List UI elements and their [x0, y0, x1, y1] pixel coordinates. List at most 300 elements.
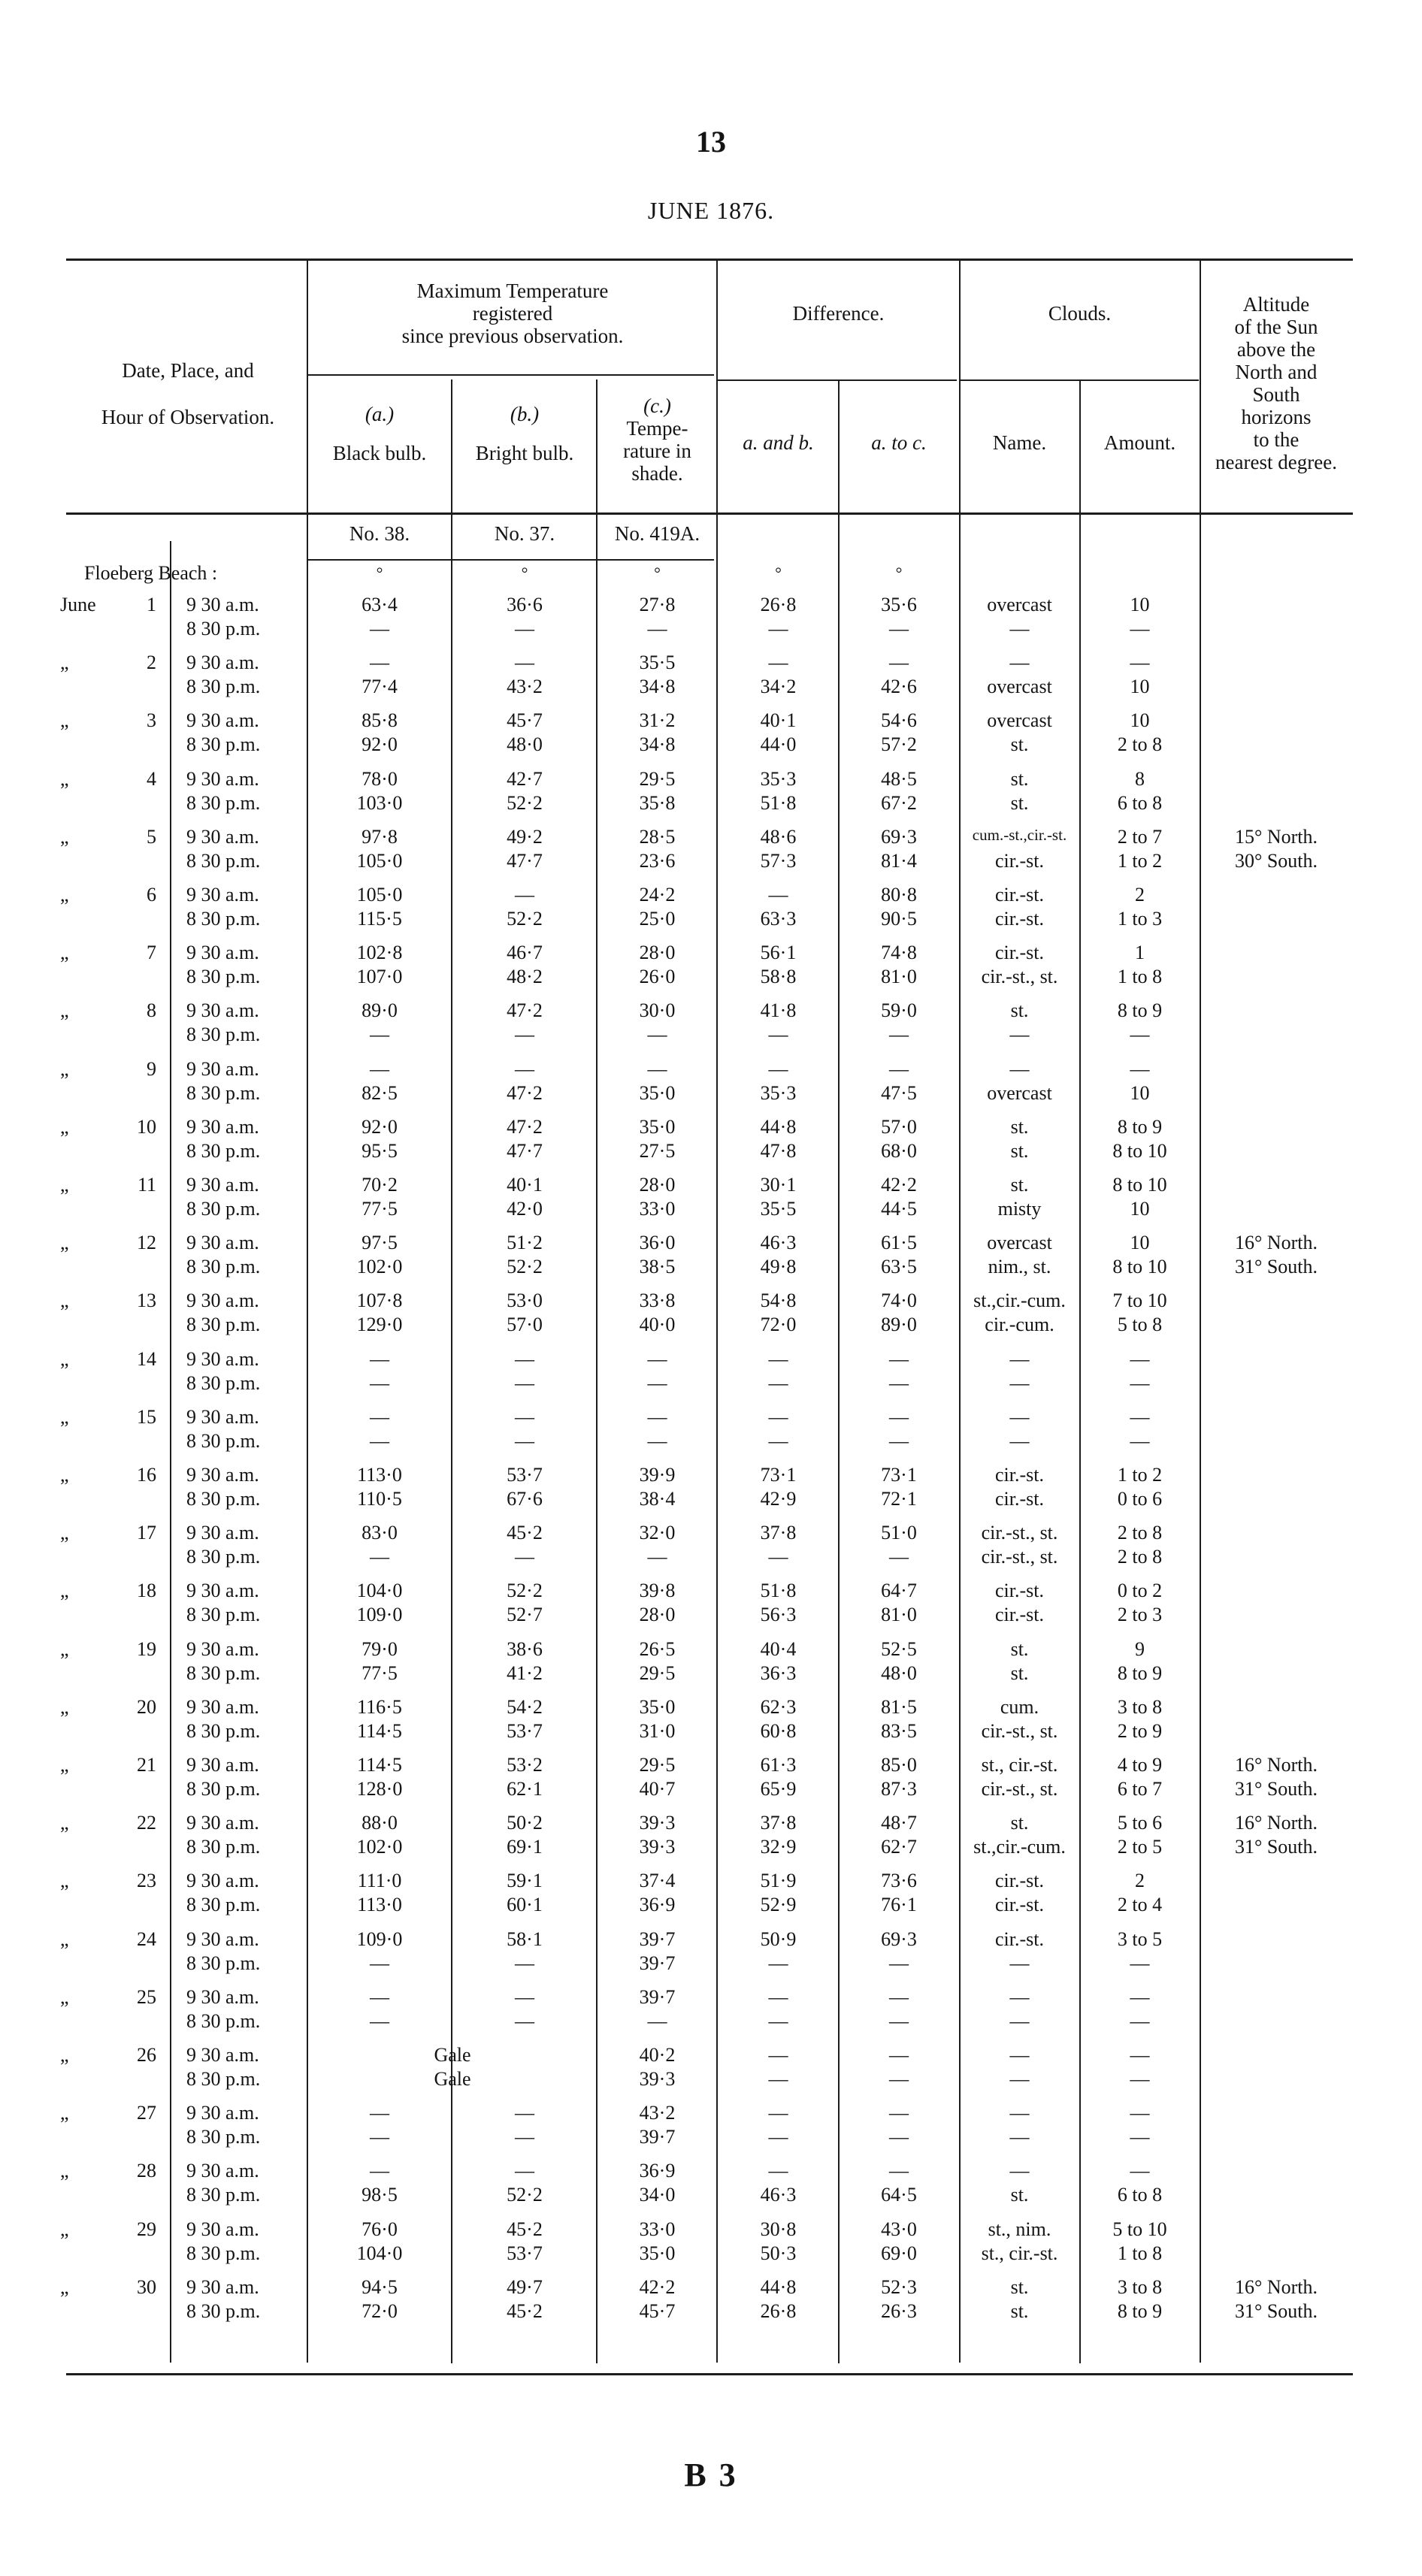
table-cell: — — [889, 1371, 909, 1394]
table-cell: — — [370, 1371, 389, 1394]
vline-time — [170, 541, 171, 2363]
table-cell: 69·1 — [507, 1836, 543, 1858]
table-cell: 94·5 — [362, 2275, 398, 2298]
table-cell: 85·8 — [362, 709, 398, 732]
table-cell: — — [1130, 2160, 1150, 2182]
table-cell: st. — [1010, 2184, 1029, 2206]
table-cell: — — [1009, 1952, 1030, 1974]
table-cell: st. — [1010, 999, 1029, 1022]
table-cell: st. — [1010, 1661, 1029, 1684]
table-cell: — — [515, 1023, 534, 1046]
table-cell: — — [515, 2126, 534, 2148]
table-cell: 35·5 — [760, 1198, 797, 1220]
table-cell: st. — [1010, 2275, 1029, 2298]
table-cell: 46·3 — [760, 2184, 797, 2206]
table-cell: 59·1 — [507, 1870, 543, 1892]
time-label: 8 30 p.m. — [186, 1429, 261, 1452]
table-cell: 110·5 — [357, 1488, 402, 1510]
table-cell: 89·0 — [362, 999, 398, 1022]
time-label: 9 30 a.m. — [186, 1985, 259, 2008]
table-cell: 57·0 — [881, 1115, 917, 1138]
table-cell: 97·8 — [362, 825, 398, 848]
table-cell: 57·0 — [507, 1314, 543, 1336]
max-temp-header-line: registered — [472, 302, 553, 325]
table-cell: 35·5 — [639, 652, 676, 674]
table-cell: cir.-st., st. — [981, 966, 1058, 988]
table-cell: 6 to 8 — [1117, 791, 1163, 814]
table-cell: 30·1 — [760, 1174, 797, 1196]
date-place-header-line: Hour of Observation. — [101, 406, 275, 428]
table-cell: — — [1009, 1371, 1030, 1394]
table-cell: nim., st. — [988, 1256, 1051, 1278]
table-cell: — — [889, 2160, 909, 2182]
table-cell: 54·2 — [507, 1695, 543, 1718]
col-c-header-line: Tempe- — [626, 417, 688, 440]
table-cell: cum. — [1000, 1695, 1039, 1718]
table-cell: 47·2 — [507, 1115, 543, 1138]
time-label: 9 30 a.m. — [186, 1232, 259, 1254]
table-cell: cir.-st. — [995, 849, 1044, 872]
table-cell: 104·0 — [356, 1580, 403, 1602]
table-cell: cir.-st. — [995, 942, 1044, 964]
table-cell: 2 — [1135, 1870, 1145, 1892]
table-cell: 46·7 — [507, 942, 543, 964]
time-label: 8 30 p.m. — [186, 2242, 261, 2264]
table-cell: 37·8 — [760, 1522, 797, 1544]
table-cell: 61·5 — [881, 1232, 917, 1254]
table-cell: 34·8 — [639, 733, 676, 756]
table-cell: 73·6 — [881, 1870, 917, 1892]
table-cell: cir.-cum. — [985, 1314, 1054, 1336]
table-cell: 38·6 — [507, 1637, 543, 1660]
table-cell: 50·9 — [760, 1927, 797, 1950]
time-label: 9 30 a.m. — [186, 2275, 259, 2298]
col-b-header-line: (b.) — [510, 403, 540, 425]
table-cell: 8 to 9 — [1117, 999, 1163, 1022]
day-month-label: „ — [60, 1405, 69, 1428]
table-cell: st. — [1010, 767, 1029, 790]
table-cell: 62·3 — [760, 1695, 797, 1718]
table-cell: 72·0 — [760, 1314, 797, 1336]
table-cell: — — [1009, 1985, 1030, 2008]
altitude-value: 16° North. — [1234, 2275, 1318, 2298]
table-cell: st. — [1010, 1637, 1029, 1660]
table-cell: 53·0 — [507, 1290, 543, 1312]
table-cell: — — [370, 1023, 389, 1046]
table-cell: — — [1009, 2102, 1030, 2124]
altitude-header-line: nearest degree. — [1215, 451, 1337, 473]
time-label: 8 30 p.m. — [186, 1604, 261, 1626]
table-cell: 52·7 — [507, 1604, 543, 1626]
col-a-header-line: (a.) — [365, 403, 395, 425]
table-cell: 102·0 — [356, 1836, 403, 1858]
date-place-header — [71, 347, 304, 440]
time-label: 8 30 p.m. — [186, 676, 261, 698]
table-cell: — — [768, 1952, 788, 1974]
table-cell: — — [1130, 2068, 1150, 2090]
table-cell: 2 to 7 — [1117, 825, 1163, 848]
table-cell: 116·5 — [357, 1695, 402, 1718]
table-cell: 40·7 — [639, 1778, 676, 1800]
table-cell: 2 to 3 — [1117, 1604, 1163, 1626]
day-month-label: „ — [60, 1057, 69, 1080]
table-cell: — — [370, 652, 389, 674]
table-cell: — — [889, 1057, 909, 1080]
table-cell: st. — [1010, 791, 1029, 814]
table-cell: 28·0 — [639, 1604, 676, 1626]
day-number: 26 — [137, 2044, 156, 2066]
day-number: 8 — [147, 999, 156, 1022]
degree-mark: ° — [376, 564, 383, 582]
table-cell: — — [1009, 1347, 1030, 1370]
day-number: 29 — [137, 2218, 156, 2240]
table-cell: — — [1130, 1023, 1150, 1046]
time-label: 8 30 p.m. — [186, 733, 261, 756]
table-cell: 35·6 — [881, 594, 917, 615]
time-label: 8 30 p.m. — [186, 1952, 261, 1974]
time-label: 9 30 a.m. — [186, 1115, 259, 1138]
table-cell: 36·6 — [507, 594, 543, 615]
table-cell: — — [370, 1347, 389, 1370]
col-b-header-line: Bright bulb. — [475, 442, 574, 464]
table-cell: st.,cir.-cum. — [973, 1290, 1066, 1312]
table-cell: 77·5 — [362, 1198, 398, 1220]
table-cell: 41·8 — [760, 999, 797, 1022]
altitude-value: 31° South. — [1234, 1778, 1318, 1800]
day-number: 11 — [137, 1174, 156, 1196]
table-cell: 44·0 — [760, 733, 797, 756]
table-cell: 65·9 — [760, 1778, 797, 1800]
table-cell: 10 — [1130, 1198, 1150, 1220]
time-label: 9 30 a.m. — [186, 2218, 259, 2240]
max-temp-header-line: since previous observation. — [401, 325, 624, 347]
altitude-header — [1201, 293, 1351, 473]
table-cell: 62·1 — [507, 1778, 543, 1800]
table-cell: — — [515, 1546, 534, 1568]
table-cell: — — [1009, 2068, 1030, 2090]
time-label: 8 30 p.m. — [186, 2068, 261, 2090]
time-label: 9 30 a.m. — [186, 1754, 259, 1776]
table-cell: 29·5 — [639, 767, 676, 790]
clouds-header: Clouds. — [1048, 302, 1112, 325]
time-label: 9 30 a.m. — [186, 1290, 259, 1312]
table-cell: — — [515, 1057, 534, 1080]
table-cell: — — [768, 1057, 788, 1080]
table-cell: st. — [1010, 1812, 1029, 1834]
table-cell: 44·8 — [760, 2275, 797, 2298]
time-label: 9 30 a.m. — [186, 652, 259, 674]
table-cell: 41·2 — [507, 1661, 543, 1684]
table-cell: 83·5 — [881, 1719, 917, 1742]
time-label: 9 30 a.m. — [186, 942, 259, 964]
table-cell: 9 — [1135, 1637, 1145, 1660]
table-cell: 57·3 — [760, 849, 797, 872]
degree-mark: ° — [654, 564, 661, 582]
table-cell: 39·9 — [639, 1464, 676, 1486]
time-label: 8 30 p.m. — [186, 791, 261, 814]
time-label: 9 30 a.m. — [186, 1580, 259, 1602]
footer-signature-mark: B 3 — [684, 2457, 738, 2493]
day-number: 10 — [137, 1115, 156, 1138]
table-cell: 34·2 — [760, 676, 797, 698]
day-month-label: „ — [60, 1985, 69, 2008]
table-cell: — — [1009, 1429, 1030, 1452]
col-c-header — [599, 395, 716, 485]
table-cell: 39·7 — [639, 1985, 676, 2008]
table-cell: — — [768, 1985, 788, 2008]
table-cell: 57·2 — [881, 733, 917, 756]
day-number: 2 — [147, 652, 156, 674]
day-number: 23 — [137, 1870, 156, 1892]
day-number: 22 — [137, 1812, 156, 1834]
table-cell: — — [768, 652, 788, 674]
table-cell: 114·5 — [357, 1719, 402, 1742]
time-label: 8 30 p.m. — [186, 1139, 261, 1162]
table-cell: 63·4 — [362, 594, 398, 615]
table-cell: 47·2 — [507, 999, 543, 1022]
table-cell: 42·2 — [881, 1174, 917, 1196]
cloud-name-header: Name. — [992, 431, 1047, 454]
table-cell: — — [515, 1429, 534, 1452]
table-cell: 27·5 — [639, 1139, 676, 1162]
table-cell: — — [515, 1952, 534, 1974]
table-cell: 51·2 — [507, 1232, 543, 1254]
table-cell: 8 to 10 — [1112, 1256, 1167, 1278]
table-cell: 64·5 — [881, 2184, 917, 2206]
day-number: 1 — [147, 594, 156, 615]
table-cell: — — [1130, 2102, 1150, 2124]
cloud-amount-header: Amount. — [1103, 431, 1176, 454]
vline-c — [716, 259, 718, 2363]
table-cell: 28·0 — [639, 1174, 676, 1196]
day-month-label: „ — [60, 1290, 69, 1312]
altitude-value: 31° South. — [1234, 2299, 1318, 2322]
table-cell: 81·5 — [881, 1695, 917, 1718]
table-cell: cir.-st. — [995, 1894, 1044, 1916]
table-cell: — — [1009, 1057, 1030, 1080]
table-cell: — — [647, 1429, 667, 1452]
table-cell: 48·0 — [881, 1661, 917, 1684]
day-number: 21 — [137, 1754, 156, 1776]
table-cell: 32·0 — [639, 1522, 676, 1544]
table-cell: — — [889, 2044, 909, 2066]
degree-mark: ° — [895, 564, 903, 582]
time-label: 9 30 a.m. — [186, 709, 259, 732]
table-cell: — — [1130, 618, 1150, 639]
table-cell: 5 to 8 — [1117, 1314, 1163, 1336]
table-cell: — — [1009, 2009, 1030, 2032]
day-month-label: „ — [60, 2275, 69, 2298]
table-cell: 58·8 — [760, 966, 797, 988]
table-cell: misty — [997, 1198, 1042, 1220]
table-cell: 111·0 — [357, 1870, 402, 1892]
altitude-value: 30° South. — [1234, 849, 1318, 872]
day-month-label: „ — [60, 709, 69, 732]
table-cell: 3 to 8 — [1117, 2275, 1163, 2298]
table-cell: 109·0 — [356, 1927, 403, 1950]
time-label: 8 30 p.m. — [186, 1778, 261, 1800]
altitude-value: 31° South. — [1234, 1256, 1318, 1278]
day-number: 12 — [137, 1232, 156, 1254]
table-bottom-rule — [66, 2373, 1353, 2375]
table-cell: 70·2 — [362, 1174, 398, 1196]
table-cell: 45·2 — [507, 1522, 543, 1544]
table-cell: 76·0 — [362, 2218, 398, 2240]
table-cell: — — [768, 884, 788, 906]
time-label: 9 30 a.m. — [186, 594, 259, 615]
table-cell: 10 — [1130, 709, 1150, 732]
table-cell: overcast — [987, 676, 1052, 698]
table-cell: — — [1130, 1057, 1150, 1080]
table-cell: 60·8 — [760, 1719, 797, 1742]
table-cell: 52·5 — [881, 1637, 917, 1660]
table-cell: 128·0 — [356, 1778, 403, 1800]
altitude-header-line: Altitude — [1242, 293, 1310, 316]
day-month-label: „ — [60, 2102, 69, 2124]
table-cell: 35·0 — [639, 1115, 676, 1138]
day-month-label: June — [60, 594, 96, 615]
table-cell: 42·6 — [881, 676, 917, 698]
table-cell: — — [515, 1405, 534, 1428]
table-cell: 5 to 6 — [1117, 1812, 1163, 1834]
table-cell: 32·9 — [760, 1836, 797, 1858]
time-label: 8 30 p.m. — [186, 849, 261, 872]
table-cell: — — [889, 1546, 909, 1568]
table-cell: — — [768, 2126, 788, 2148]
table-cell: 42·0 — [507, 1198, 543, 1220]
table-cell: 27·8 — [639, 594, 676, 615]
table-cell: 39·3 — [639, 1812, 676, 1834]
table-cell: 10 — [1130, 594, 1150, 615]
table-cell: 33·8 — [639, 1290, 676, 1312]
page-title: JUNE 1876. — [647, 197, 775, 224]
table-cell: — — [1009, 652, 1030, 674]
table-cell: 49·2 — [507, 825, 543, 848]
table-cell: 69·0 — [881, 2242, 917, 2264]
table-cell: 115·5 — [357, 908, 402, 930]
table-cell: 83·0 — [362, 1522, 398, 1544]
table-cell: 2 to 5 — [1117, 1836, 1163, 1858]
table-cell: — — [889, 2068, 909, 2090]
time-label: 9 30 a.m. — [186, 767, 259, 790]
table-cell: 53·7 — [507, 1719, 543, 1742]
table-cell: 1 to 8 — [1117, 966, 1163, 988]
table-cell: 4 to 9 — [1117, 1754, 1163, 1776]
day-month-label: „ — [60, 2218, 69, 2240]
table-cell: st., cir.-st. — [981, 1754, 1058, 1776]
table-cell: 79·0 — [362, 1637, 398, 1660]
table-cell: 40·1 — [760, 709, 797, 732]
difference-header: Difference. — [792, 302, 885, 325]
table-cell: 40·2 — [639, 2044, 676, 2066]
table-cell: 30·0 — [639, 999, 676, 1022]
table-cell: 50·2 — [507, 1812, 543, 1834]
day-number: 20 — [137, 1695, 156, 1718]
table-cell: — — [370, 1405, 389, 1428]
col-c-header-line: rature in — [623, 440, 691, 462]
table-cell: 73·1 — [760, 1464, 797, 1486]
instrument-c-label: No. 419A. — [614, 522, 700, 545]
time-label: 8 30 p.m. — [186, 1894, 261, 1916]
page-number: 13 — [696, 125, 726, 159]
table-cell: — — [370, 618, 389, 639]
table-cell: 88·0 — [362, 1812, 398, 1834]
time-label: 9 30 a.m. — [186, 1405, 259, 1428]
table-cell: 33·0 — [639, 2218, 676, 2240]
table-cell: 76·1 — [881, 1894, 917, 1916]
table-cell: — — [889, 1405, 909, 1428]
table-cell: 51·8 — [760, 1580, 797, 1602]
table-cell: 113·0 — [357, 1894, 402, 1916]
table-cell: — — [647, 2009, 667, 2032]
table-cell: 31·0 — [639, 1719, 676, 1742]
table-cell: 54·6 — [881, 709, 917, 732]
table-cell: 47·8 — [760, 1139, 797, 1162]
table-cell: 31·2 — [639, 709, 676, 732]
table-cell: 92·0 — [362, 1115, 398, 1138]
table-cell: 45·2 — [507, 2218, 543, 2240]
table-cell: — — [889, 1023, 909, 1046]
degree-mark: ° — [521, 564, 528, 582]
table-cell: 104·0 — [356, 2242, 403, 2264]
table-cell: 36·0 — [639, 1232, 676, 1254]
table-cell: 45·7 — [639, 2299, 676, 2322]
time-label: 8 30 p.m. — [186, 1661, 261, 1684]
table-cell: 38·5 — [639, 1256, 676, 1278]
table-cell: 107·0 — [356, 966, 403, 988]
table-cell: — — [1130, 1985, 1150, 2008]
day-number: 17 — [137, 1522, 156, 1544]
table-cell: 73·1 — [881, 1464, 917, 1486]
table-cell: st.,cir.-cum. — [973, 1836, 1066, 1858]
table-cell: 47·5 — [881, 1081, 917, 1104]
table-cell: 38·4 — [639, 1488, 676, 1510]
table-cell: 39·7 — [639, 1952, 676, 1974]
instrument-rule — [308, 559, 714, 561]
time-label: 8 30 p.m. — [186, 1081, 261, 1104]
time-label: 9 30 a.m. — [186, 2044, 259, 2066]
table-cell: 52·2 — [507, 1256, 543, 1278]
day-month-label: „ — [60, 1174, 69, 1196]
table-cell: 62·7 — [881, 1836, 917, 1858]
day-number: 25 — [137, 1985, 156, 2008]
day-number: 6 — [147, 884, 156, 906]
table-cell: 107·8 — [356, 1290, 403, 1312]
table-cell: — — [370, 1952, 389, 1974]
table-cell: 24·2 — [639, 884, 676, 906]
table-cell: 26·8 — [760, 594, 797, 615]
table-cell: — — [889, 1347, 909, 1370]
table-cell: 53·7 — [507, 1464, 543, 1486]
table-cell: 37·8 — [760, 1812, 797, 1834]
col-ab-header: a. and b. — [743, 431, 814, 454]
table-cell: 97·5 — [362, 1232, 398, 1254]
table-cell: 8 to 9 — [1117, 2299, 1163, 2322]
day-month-label: „ — [60, 1637, 69, 1660]
table-cell: 3 to 5 — [1117, 1927, 1163, 1950]
table-cell: 50·3 — [760, 2242, 797, 2264]
table-cell: 0 to 2 — [1117, 1580, 1163, 1602]
table-cell: 67·6 — [507, 1488, 543, 1510]
day-number: 13 — [137, 1290, 156, 1312]
table-cell: — — [1130, 1371, 1150, 1394]
table-cell: 51·0 — [881, 1522, 917, 1544]
table-cell: st., cir.-st. — [981, 2242, 1058, 2264]
table-cell: 67·2 — [881, 791, 917, 814]
table-cell: 48·7 — [881, 1812, 917, 1834]
max-temp-header-line: Maximum Temperature — [416, 280, 609, 302]
table-cell: — — [1130, 2126, 1150, 2148]
